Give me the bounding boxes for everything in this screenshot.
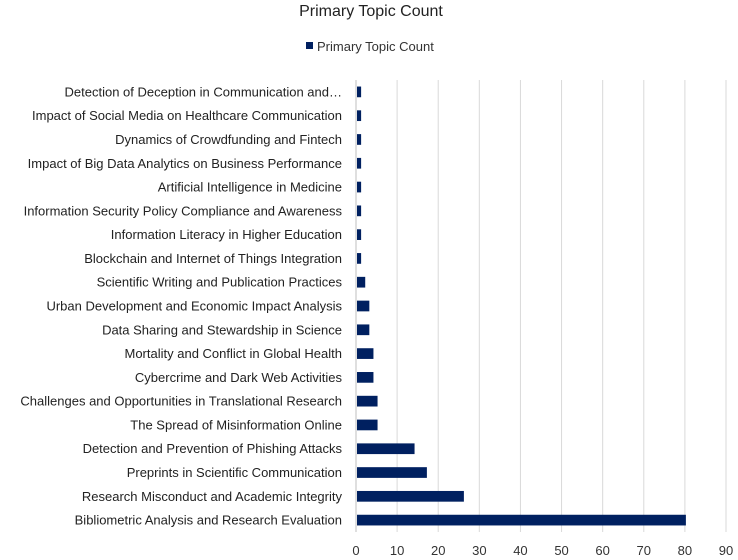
- legend-label: Primary Topic Count: [317, 39, 434, 54]
- bar: [357, 87, 361, 98]
- bar: [357, 229, 361, 240]
- gridlines: [356, 80, 726, 532]
- category-label: Data Sharing and Stewardship in Science: [102, 322, 342, 338]
- category-label: Detection and Prevention of Phishing Attacks: [82, 441, 342, 457]
- category-label: Information Literacy in Higher Education: [110, 227, 342, 243]
- bar: [357, 182, 361, 193]
- bar: [357, 515, 686, 526]
- category-label: Detection of Deception in Communication and…: [64, 84, 342, 100]
- x-axis-ticks: [352, 543, 733, 558]
- category-label: Artificial Intelligence in Medicine: [157, 179, 342, 195]
- x-tick-label: 90: [718, 543, 734, 558]
- x-tick-label: 40: [513, 543, 528, 558]
- bar: [357, 372, 373, 383]
- x-tick-label: 10: [389, 543, 405, 558]
- category-label: Challenges and Opportunities in Translational Research: [20, 393, 342, 409]
- bar: [357, 158, 361, 169]
- bar: [357, 467, 427, 478]
- bar: [357, 301, 369, 312]
- category-label: Dynamics of Crowdfunding and Fintech: [115, 131, 342, 147]
- bar: [357, 110, 361, 121]
- category-label: Research Misconduct and Academic Integrity: [81, 488, 342, 504]
- bar: [357, 396, 378, 407]
- category-label: Preprints in Scientific Communication: [126, 465, 342, 481]
- category-label: Mortality and Conflict in Global Health: [124, 346, 342, 362]
- category-labels: [20, 84, 342, 527]
- bars: [357, 87, 686, 526]
- bar: [357, 443, 415, 454]
- bar: [357, 491, 464, 502]
- x-tick-label: 70: [636, 543, 652, 558]
- x-tick-label: 80: [677, 543, 693, 558]
- category-label: Urban Development and Economic Impact Analysis: [46, 298, 342, 314]
- bar: [357, 134, 361, 145]
- bar: [357, 324, 369, 335]
- bar: [357, 348, 373, 359]
- x-tick-label: 50: [554, 543, 569, 558]
- category-label: Information Security Policy Compliance and Awareness: [23, 203, 342, 219]
- bar: [357, 205, 361, 216]
- x-tick-label: 0: [352, 543, 360, 558]
- x-tick-label: 60: [595, 543, 610, 558]
- category-label: The Spread of Misinformation Online: [130, 417, 342, 433]
- bar: [357, 253, 361, 264]
- bar: [357, 420, 378, 431]
- x-tick-label: 30: [472, 543, 487, 558]
- bar: [357, 277, 365, 288]
- category-label: Bibliometric Analysis and Research Evaluation: [74, 512, 342, 528]
- category-label: Scientific Writing and Publication Practices: [96, 274, 342, 290]
- legend: [306, 39, 434, 54]
- chart-title: Primary Topic Count: [299, 3, 443, 20]
- category-label: Blockchain and Internet of Things Integration: [84, 250, 342, 266]
- x-tick-label: 20: [430, 543, 446, 558]
- category-label: Cybercrime and Dark Web Activities: [134, 369, 342, 385]
- category-label: Impact of Big Data Analytics on Business Performance: [27, 155, 342, 171]
- legend-swatch: [306, 42, 313, 49]
- category-label: Impact of Social Media on Healthcare Communication: [32, 108, 342, 124]
